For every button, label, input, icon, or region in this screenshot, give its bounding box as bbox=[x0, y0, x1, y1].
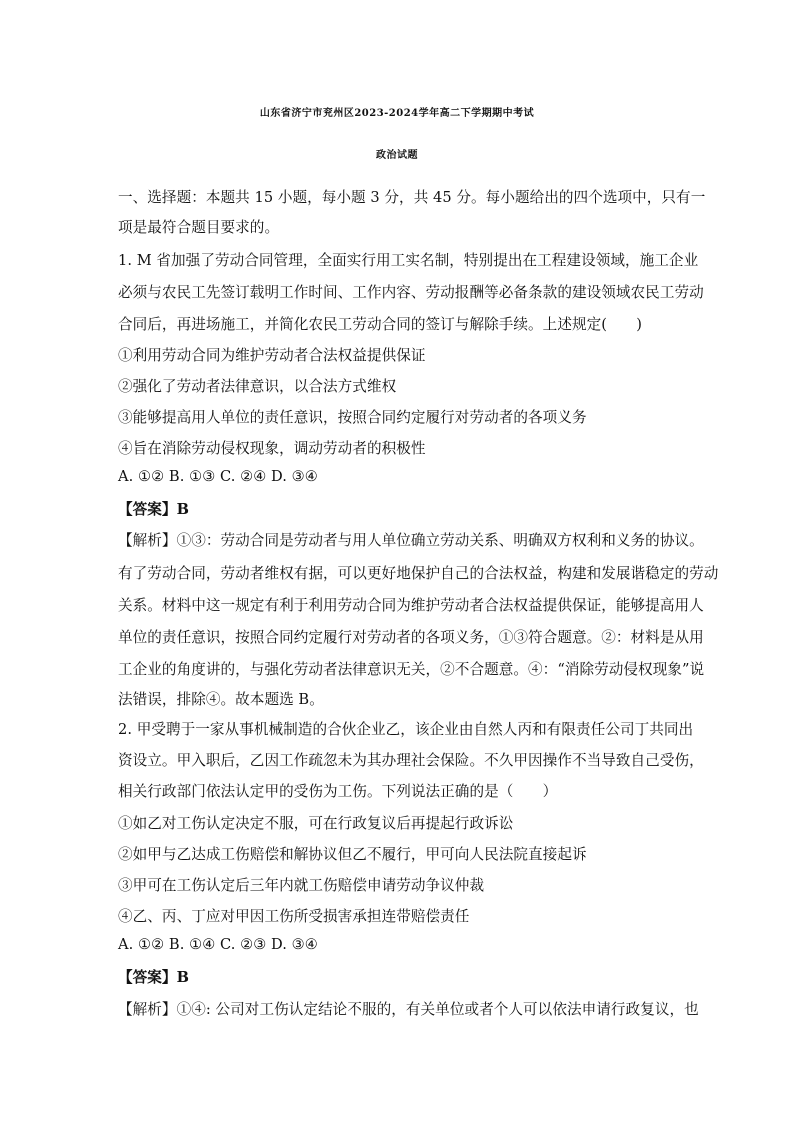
q1-choices: A. ①② B. ①③ C. ②④ D. ③④ bbox=[118, 468, 318, 485]
q1-stem-line-3: 合同后，再进场施工，并简化农民工劳动合同的签订与解除手续。上述规定( ) bbox=[118, 316, 643, 333]
q1-stem-line-1: 1. M 省加强了劳动合同管理，全面实行用工实名制，特别提出在工程建设领域，施工企业 bbox=[118, 252, 699, 269]
q1-analysis-line-5: 工企业的角度讲的，与强化劳动者法律意识无关，②不合题意。④：“消除劳动侵权现象”说 bbox=[118, 661, 705, 678]
q1-answer: 【答案】B bbox=[118, 501, 189, 518]
q1-option-3: ③能够提高用人单位的责任意识，按照合同约定履行对劳动者的各项义务 bbox=[118, 409, 587, 426]
q2-choices: A. ①② B. ①④ C. ②③ D. ③④ bbox=[118, 936, 318, 953]
q2-analysis-line-1: 【解析】①④: 公司对工伤认定结论不服的，有关单位或者个人可以依法申请行政复议，也 bbox=[118, 1001, 699, 1018]
q1-stem-line-2: 必须与农民工先签订载明工作时间、工作内容、劳动报酬等必备条款的建设领域农民工劳动 bbox=[118, 284, 704, 301]
q1-analysis-line-6: 法错误，排除④。故本题选 B。 bbox=[118, 691, 324, 708]
q1-analysis-line-2: 有了劳动合同，劳动者维权有据，可以更好地保护自己的合法权益，构建和发展谐稳定的劳动 bbox=[118, 565, 719, 582]
q1-analysis-line-1: 【解析】①③：劳动合同是劳动者与用人单位确立劳动关系、明确双方权利和义务的协议。 bbox=[118, 532, 704, 549]
q1-option-1: ①利用劳动合同为维护劳动者合法权益提供保证 bbox=[118, 347, 426, 364]
q2-stem-line-2: 资设立。甲入职后，乙因工作疏忽未为其办理社会保险。不久甲因操作不当导致自己受伤， bbox=[118, 752, 704, 769]
q2-stem-line-1: 2. 甲受聘于一家从事机械制造的合伙企业乙，该企业由自然人丙和有限责任公司丁共同出 bbox=[118, 721, 694, 738]
section-intro-line-1: 一、选择题：本题共 15 小题，每小题 3 分，共 45 分。每小题给出的四个选项中，只有一 bbox=[118, 189, 706, 206]
q1-option-2: ②强化了劳动者法律意识，以合法方式维权 bbox=[118, 378, 397, 395]
q1-option-4: ④旨在消除劳动侵权现象，调动劳动者的积极性 bbox=[118, 440, 426, 457]
q2-stem-line-3: 相关行政部门依法认定甲的受伤为工伤。下列说法正确的是（ ） bbox=[118, 783, 558, 800]
q1-analysis-line-4: 单位的责任意识，按照合同约定履行对劳动者的各项义务，①③符合题意。②：材料是从用 bbox=[118, 629, 704, 646]
section-intro-line-2: 项是最符合题目要求的。 bbox=[118, 219, 280, 236]
document-title: 山东省济宁市兖州区2023-2024学年高二下学期期中考试 bbox=[259, 108, 535, 119]
q2-option-2: ②如甲与乙达成工伤赔偿和解协议但乙不履行，甲可向人民法院直接起诉 bbox=[118, 846, 587, 863]
q1-analysis-line-3: 关系。材料中这一规定有利于利用劳动合同为维护劳动者合法权益提供保证，能够提高用人 bbox=[118, 597, 704, 614]
q2-option-3: ③甲可在工伤认定后三年内就工伤赔偿申请劳动争议仲裁 bbox=[118, 877, 485, 894]
q2-answer: 【答案】B bbox=[118, 969, 189, 986]
q2-option-1: ①如乙对工伤认定决定不服，可在行政复议后再提起行政诉讼 bbox=[118, 815, 514, 832]
document-subtitle: 政治试题 bbox=[376, 150, 418, 161]
q2-option-4: ④乙、丙、丁应对甲因工伤所受损害承担连带赔偿责任 bbox=[118, 908, 470, 925]
